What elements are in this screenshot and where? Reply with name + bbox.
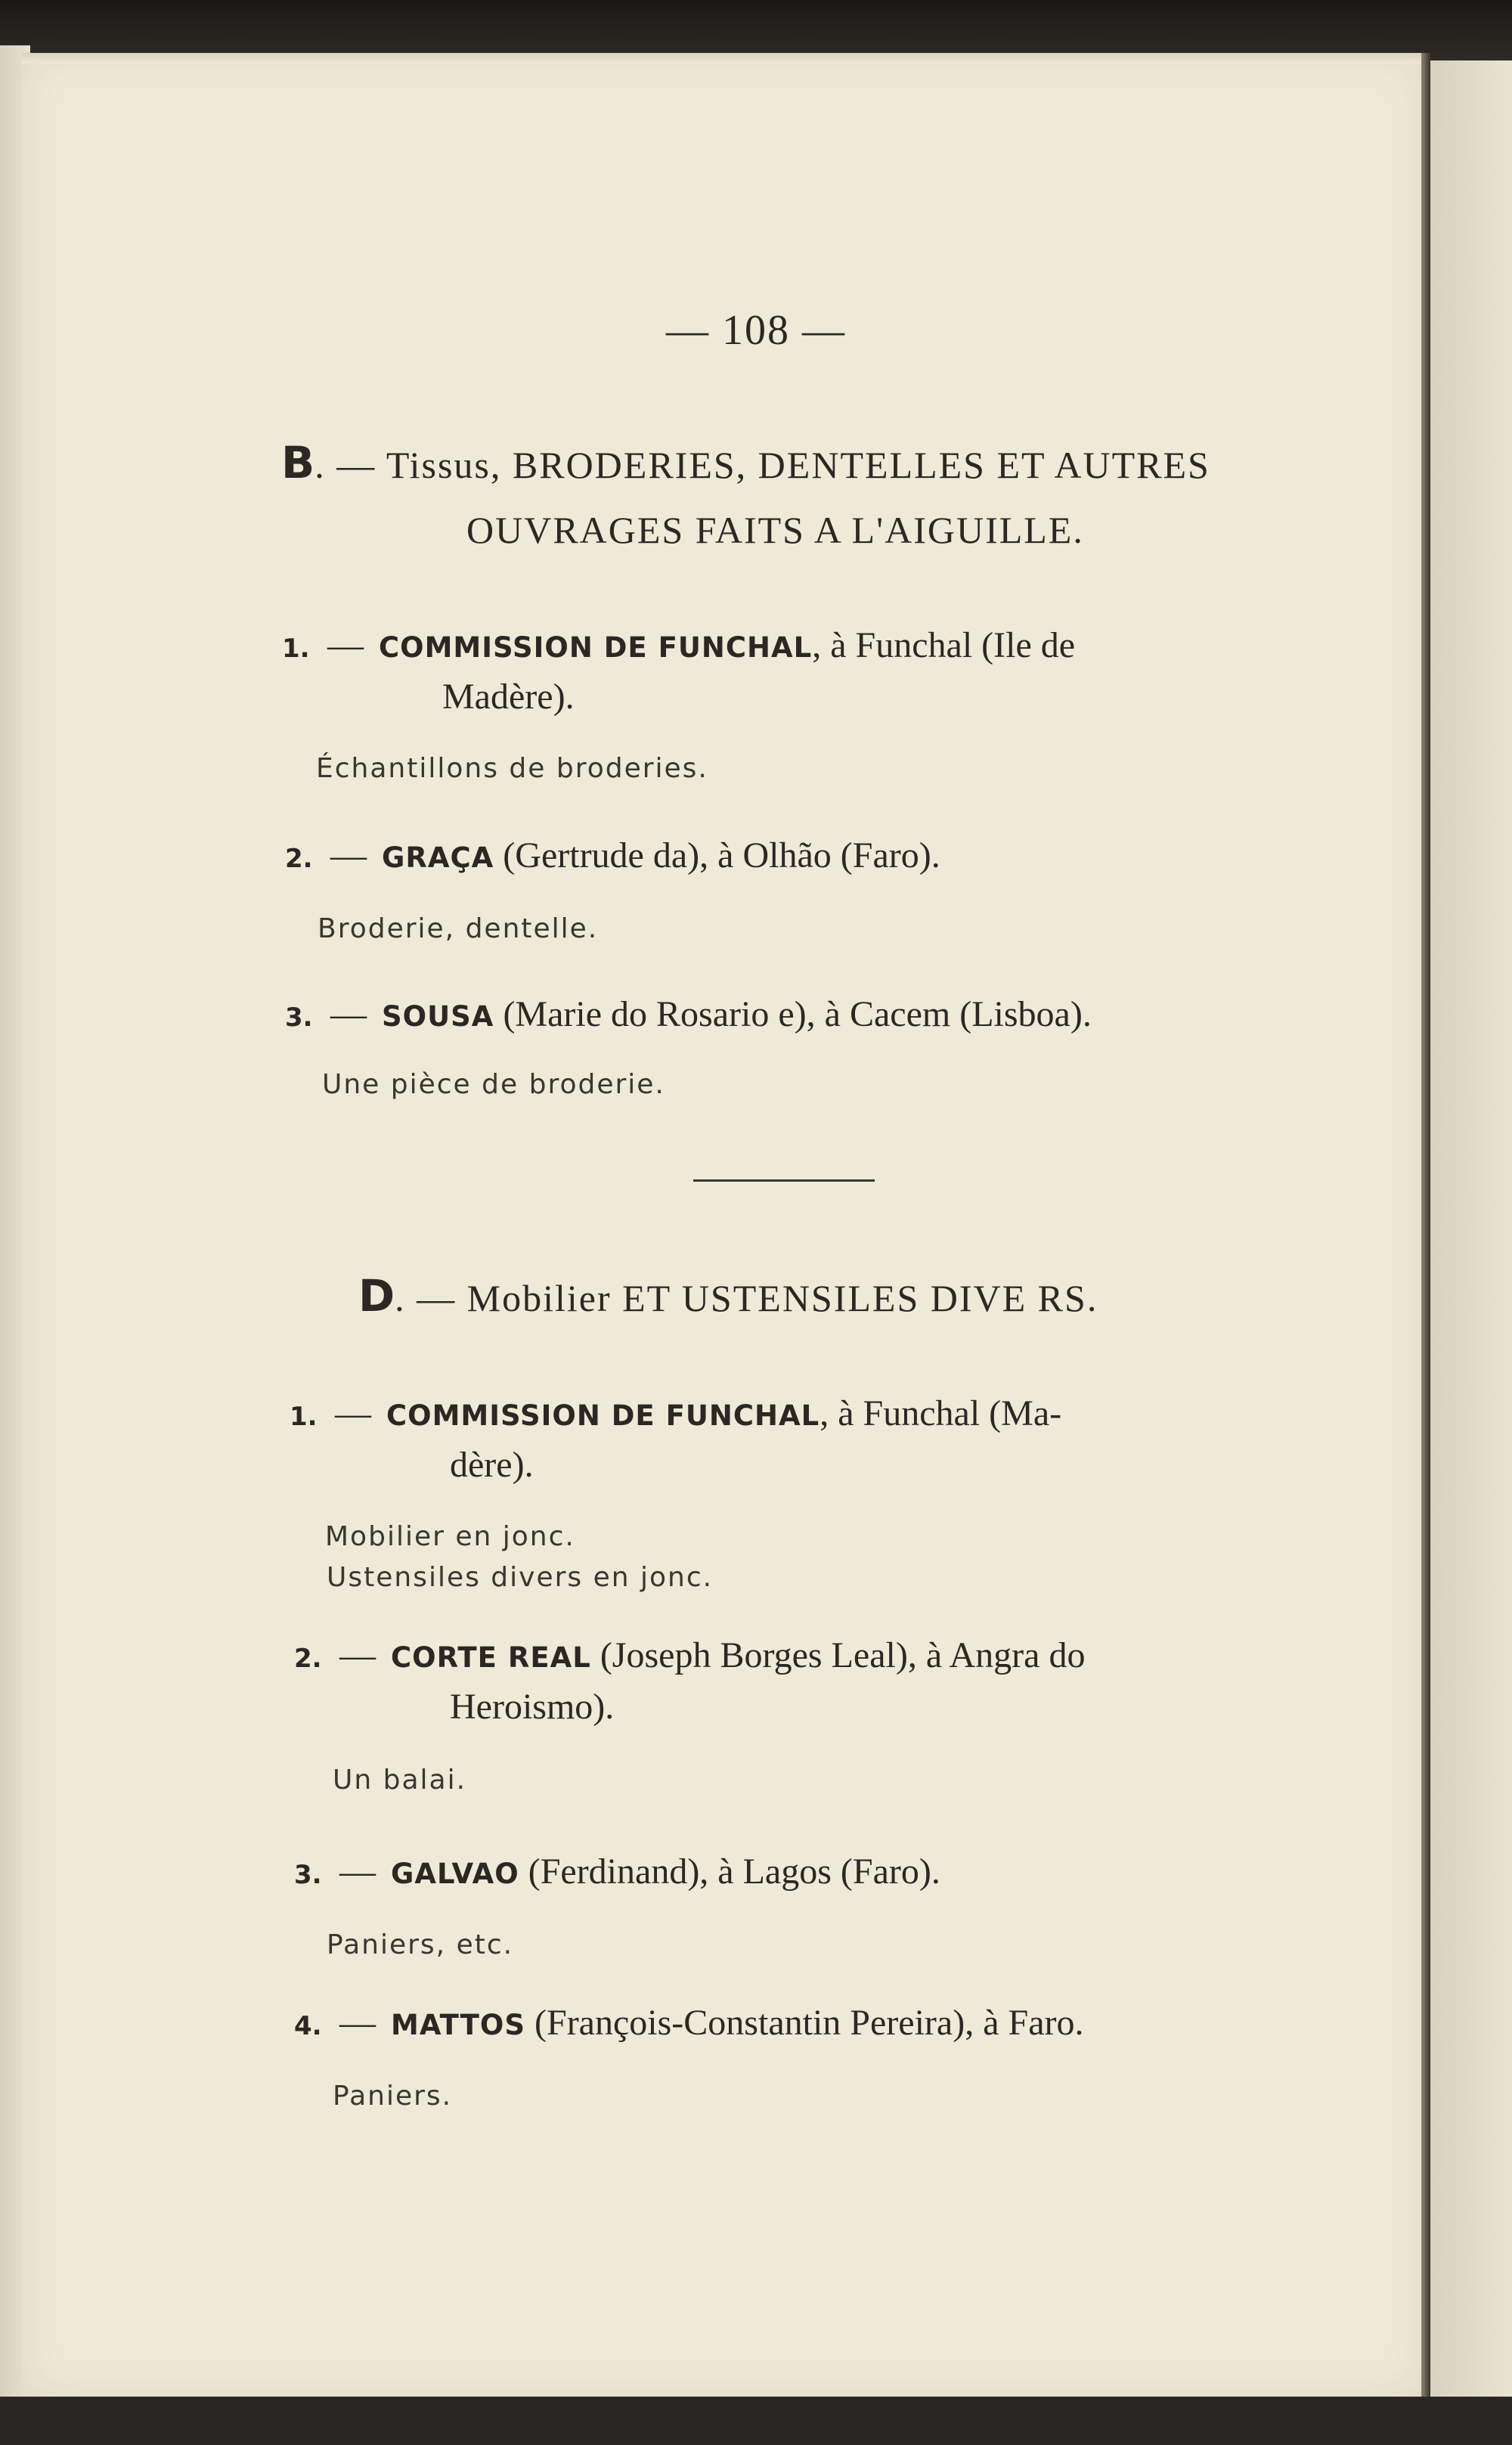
section-b-title-text: Tissus, BRODERIES, DENTELLES ET AUTRES [386,444,1210,486]
entry-b1-continuation: Madère). [442,677,575,717]
section-b-title-line2: OUVRAGES FAITS A L'AIGUILLE. [466,509,1084,551]
entry-detail: (Marie do Rosario e), à Cacem (Lisboa). [494,994,1092,1034]
entry-number: 2. [294,1644,322,1674]
entry-name: GALVAO [391,1858,519,1890]
entry-b2-description: Broderie, dentelle. [318,913,599,944]
entry-name: COMMISSION DE FUNCHAL [379,631,813,664]
entry-d1-description-1: Mobilier en jonc. [325,1521,575,1552]
page-number: — 108 — [666,307,846,354]
entry-dash: — [335,1393,371,1433]
next-page-edge [1430,60,1512,2397]
entry-dash: — [327,625,364,665]
entry-b3-description: Une pièce de broderie. [322,1069,665,1100]
entry-name: GRAÇA [382,841,494,874]
book-page [23,53,1425,2397]
entry-number: 4. [294,2011,322,2041]
entry-d1-description-2: Ustensiles divers en jonc. [327,1562,714,1593]
entry-number: 1. [282,634,310,664]
entry-number: 3. [285,1002,313,1033]
entry-b3 [285,993,1092,1035]
entry-d4-description: Paniers. [333,2081,453,2112]
entry-dash: — [339,2003,376,2043]
scan-background-bottom [0,2397,1512,2445]
entry-d1-continuation: dère). [450,1445,534,1485]
section-d-letter: D [358,1270,395,1322]
entry-name: CORTE REAL [391,1641,591,1674]
entry-d1 [290,1393,1061,1434]
entry-d2-description: Un balai. [333,1765,467,1796]
entry-detail: (Ferdinand), à Lagos (Faro). [519,1852,940,1892]
entry-b1 [282,624,1075,666]
entry-number: 2. [285,844,313,874]
entry-number: 1. [290,1402,318,1432]
entry-dash: — [339,1635,376,1675]
entry-dash: — [330,994,367,1034]
section-d-title [358,1270,1098,1322]
entry-name: SOUSA [382,1000,494,1033]
entry-number: 3. [294,1860,322,1890]
scan-background-top [0,0,1512,60]
entry-d3-description: Paniers, etc. [327,1929,514,1960]
entry-detail: , à Funchal (Ma- [820,1393,1062,1433]
entry-detail: (Joseph Borges Leal), à Angra do [590,1635,1086,1675]
section-d-title-dash: . — [395,1277,467,1319]
section-d-title-text: Mobilier ET USTENSILES DIVE RS. [466,1277,1098,1319]
book-gutter [1421,53,1430,2404]
section-divider [693,1179,875,1182]
entry-detail: , à Funchal (Ile de [812,625,1076,665]
entry-name: MATTOS [391,2009,526,2041]
entry-dash: — [339,1852,376,1892]
entry-d2 [294,1635,1085,1676]
section-b-title-line1 [281,437,1210,488]
entry-name: COMMISSION DE FUNCHAL [386,1399,820,1432]
entry-dash: — [330,835,367,875]
entry-b1-description: Échantillons de broderies. [316,753,708,784]
section-b-letter: B [281,437,315,488]
entry-d2-continuation: Heroismo). [450,1687,615,1727]
entry-d3 [294,1851,940,1892]
section-b-title-dash: . — [314,444,386,486]
entry-b2 [285,835,940,876]
entry-detail: (Gertrude da), à Olhão (Faro). [494,835,940,875]
entry-detail: (François-Constantin Pereira), à Faro. [525,2003,1084,2043]
entry-d4 [294,2002,1083,2044]
